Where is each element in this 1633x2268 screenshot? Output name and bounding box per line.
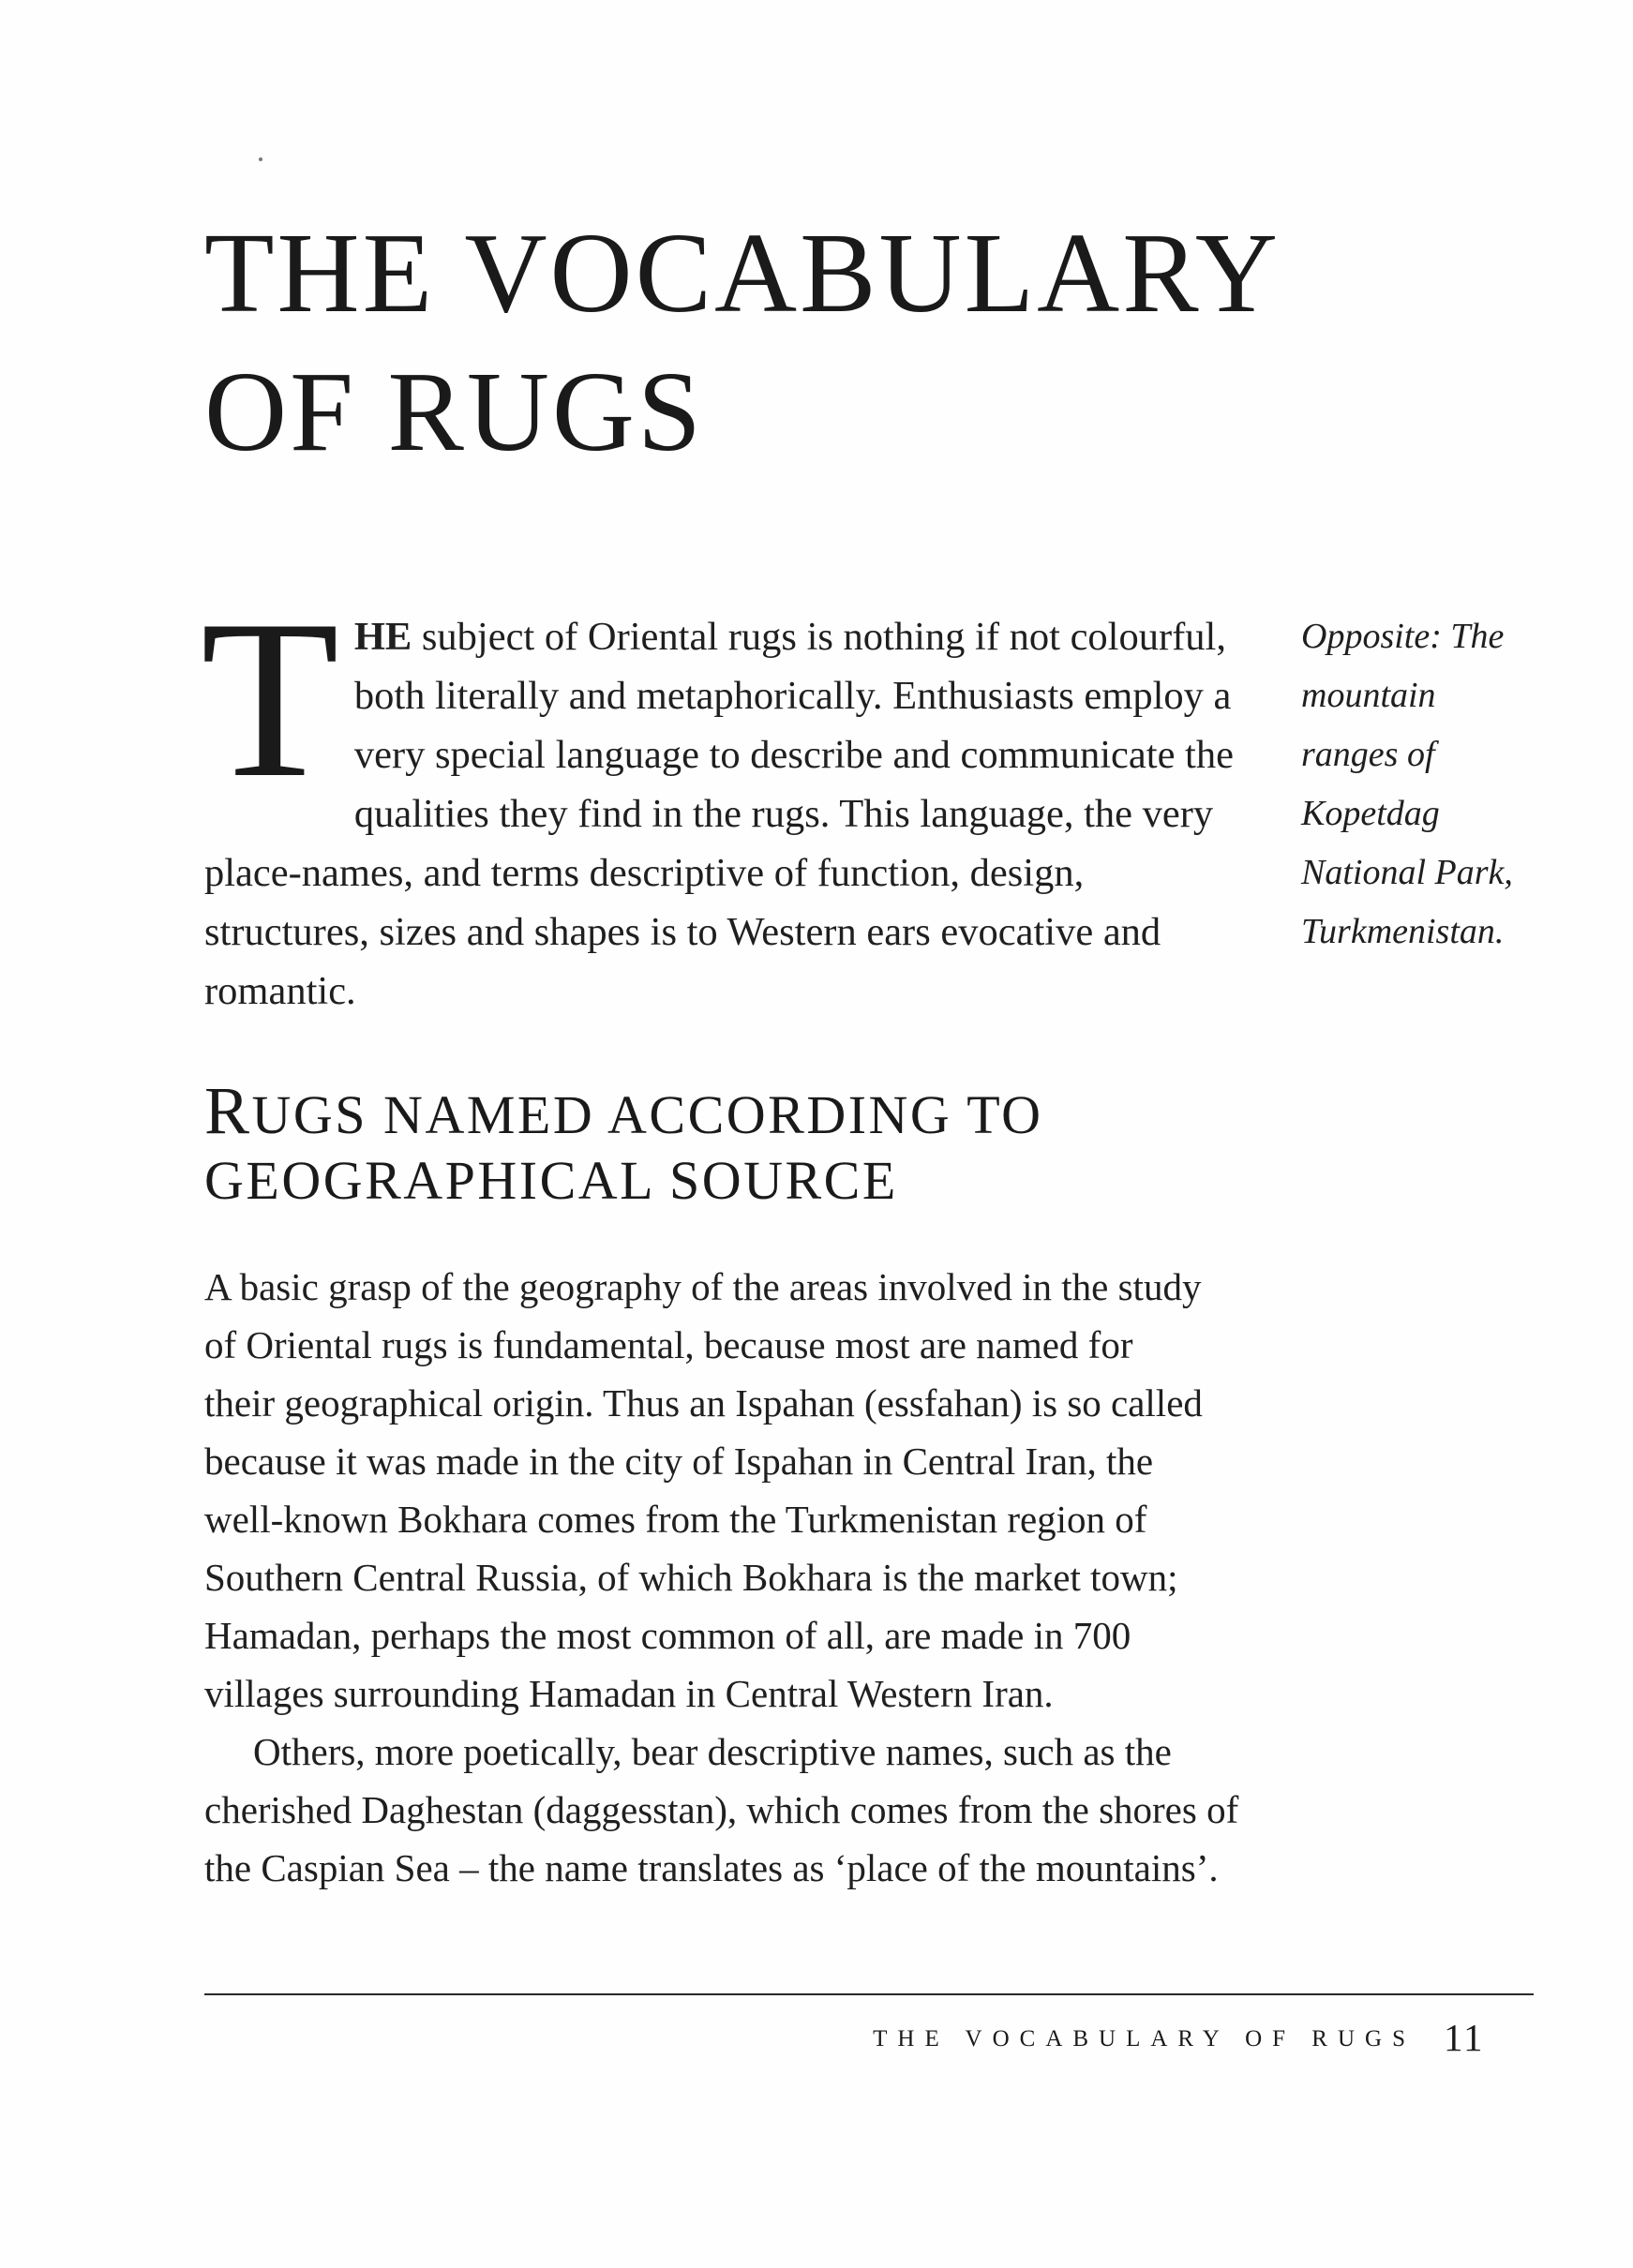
caption-line: Turkmenistan. [1301,912,1505,951]
body-line: A basic grasp of the geography of the areas involved in the study [204,1265,1202,1308]
body-line: Southern Central Russia, of which Bokhara is the market town; [204,1556,1178,1599]
chapter-title-line-1: THE VOCABULARY [204,210,1281,336]
intro-text: subject of Oriental rugs is nothing if not colourful, both literally and metaphorically. Enthusiasts employ a very special language to describe and communicate the qualities they find in the rugs. This language, the very place-names, and terms descriptive of function, design, structures, sizes and shapes is to Western ears evocative and romantic. [204,615,1234,1013]
body-line: Others, more poetically, bear descriptive names, such as the [253,1730,1172,1773]
section-heading-line-1: UGS NAMED ACCORDING TO [251,1084,1043,1145]
caption-line: Kopetdag [1301,794,1440,833]
chapter-title [204,204,1517,482]
drop-cap-continuation: HE [353,615,412,659]
caption-line: mountain [1301,676,1436,715]
body-line: cherished Daghestan (daggesstan), which comes from the shores of [204,1788,1239,1831]
body-line: well-known Bokhara comes from the Turkmenistan region of [204,1498,1147,1541]
footer-rule [204,1993,1534,1995]
drop-cap: T [201,574,339,825]
body-line: of Oriental rugs is fundamental, because most are named for [204,1323,1133,1366]
scan-speck [259,157,262,161]
running-footer-title: THE VOCABULARY OF RUGS [873,2026,1416,2052]
caption-line: Opposite: The [1301,617,1505,656]
body-paragraph-2 [204,1723,1254,1897]
chapter-title-line-2: OF RUGS [204,349,704,475]
section-heading-line-2: GEOGRAPHICAL SOURCE [204,1150,898,1211]
caption-line: ranges of [1301,735,1435,774]
section-heading [204,1073,1329,1214]
caption-line: National Park, [1301,853,1513,892]
body-line: because it was made in the city of Ispahan in Central Iran, the [204,1440,1154,1483]
intro-paragraph [201,574,1252,1021]
body-line: villages surrounding Hamadan in Central Western Iran. [204,1672,1054,1715]
body-line: Hamadan, perhaps the most common of all, are made in 700 [204,1614,1131,1657]
body-paragraph-1 [204,1258,1254,1723]
body-line: the Caspian Sea – the name translates as ‘place of the mountains’. [204,1846,1219,1889]
section-heading-initial: R [204,1073,252,1148]
photo-caption [1301,607,1582,962]
body-line: their geographical origin. Thus an Ispahan (essfahan) is so called [204,1381,1203,1425]
page-number: 11 [1444,2016,1485,2059]
